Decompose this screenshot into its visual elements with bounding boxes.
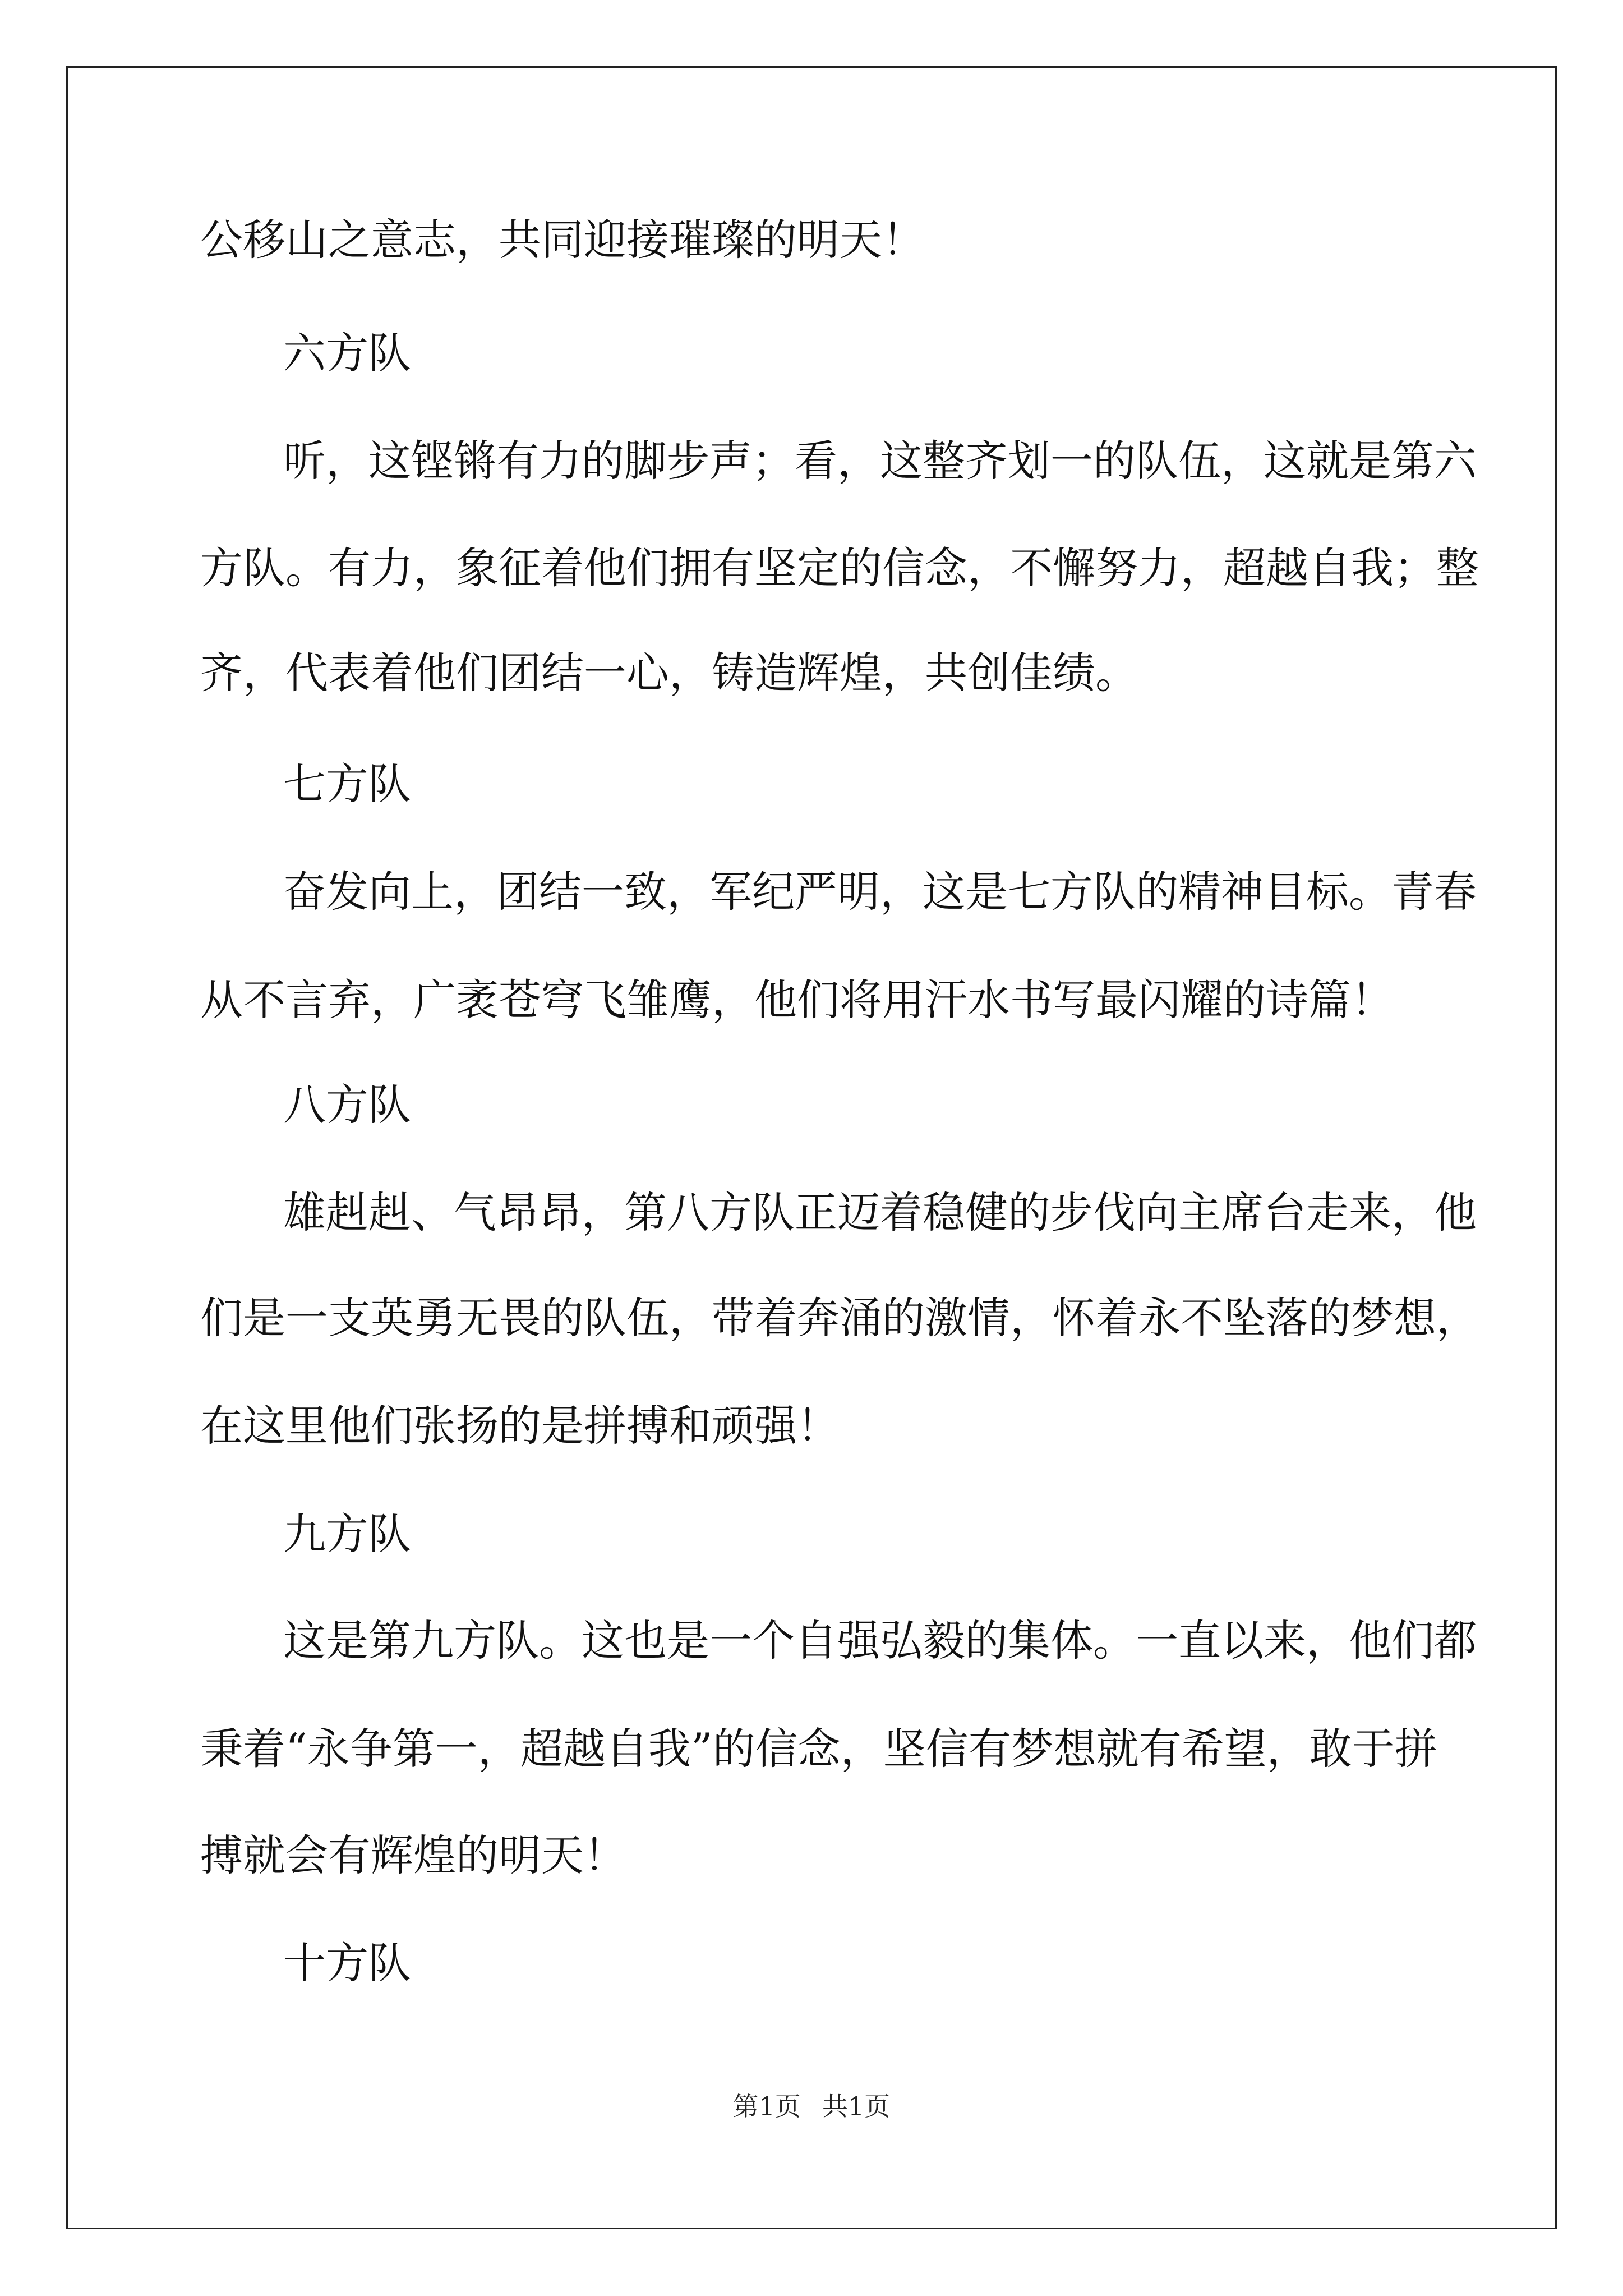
page-number-total: 共1页	[822, 2091, 891, 2122]
paragraph-line: 秉着“永争第一，超越自我”的信念，坚信有梦想就有希望，敢于拼	[200, 1724, 1437, 1774]
section-heading-8: 八方队	[283, 1080, 411, 1130]
paragraph-line: 方队。有力，象征着他们拥有坚定的信念，不懈努力，超越自我；整	[200, 543, 1479, 593]
paragraph-line: 奋发向上，团结一致，军纪严明，这是七方队的精神目标。青春	[283, 867, 1477, 917]
paragraph-line: 从不言弃，广袤苍穹飞雏鹰，他们将用汗水书写最闪耀的诗篇！	[200, 975, 1394, 1025]
section-heading-6: 六方队	[283, 328, 411, 378]
section-heading-9: 九方队	[283, 1509, 411, 1559]
paragraph-line: 在这里他们张扬的是拼搏和顽强！	[200, 1401, 840, 1451]
page-border	[66, 66, 1557, 2229]
paragraph-line: 雄赳赳、气昂昂，第八方队正迈着稳健的步伐向主席台走来，他	[283, 1188, 1477, 1237]
paragraph-line: 公移山之意志，共同迎接璀璨的明天！	[200, 215, 925, 265]
paragraph-line: 们是一支英勇无畏的队伍，带着奔涌的激情，怀着永不坠落的梦想，	[200, 1293, 1479, 1343]
page-number-current: 第1页	[732, 2091, 801, 2122]
paragraph-line: 这是第九方队。这也是一个自强弘毅的集体。一直以来，他们都	[283, 1616, 1477, 1665]
paragraph-line: 齐，代表着他们团结一心，铸造辉煌，共创佳绩。	[200, 648, 1138, 698]
paragraph-line: 听，这铿锵有力的脚步声；看，这整齐划一的队伍，这就是第六	[283, 436, 1477, 486]
page-footer	[0, 2090, 1623, 2123]
section-heading-7: 七方队	[283, 759, 411, 809]
paragraph-line: 搏就会有辉煌的明天！	[200, 1830, 626, 1880]
section-heading-10: 十方队	[283, 1938, 411, 1988]
